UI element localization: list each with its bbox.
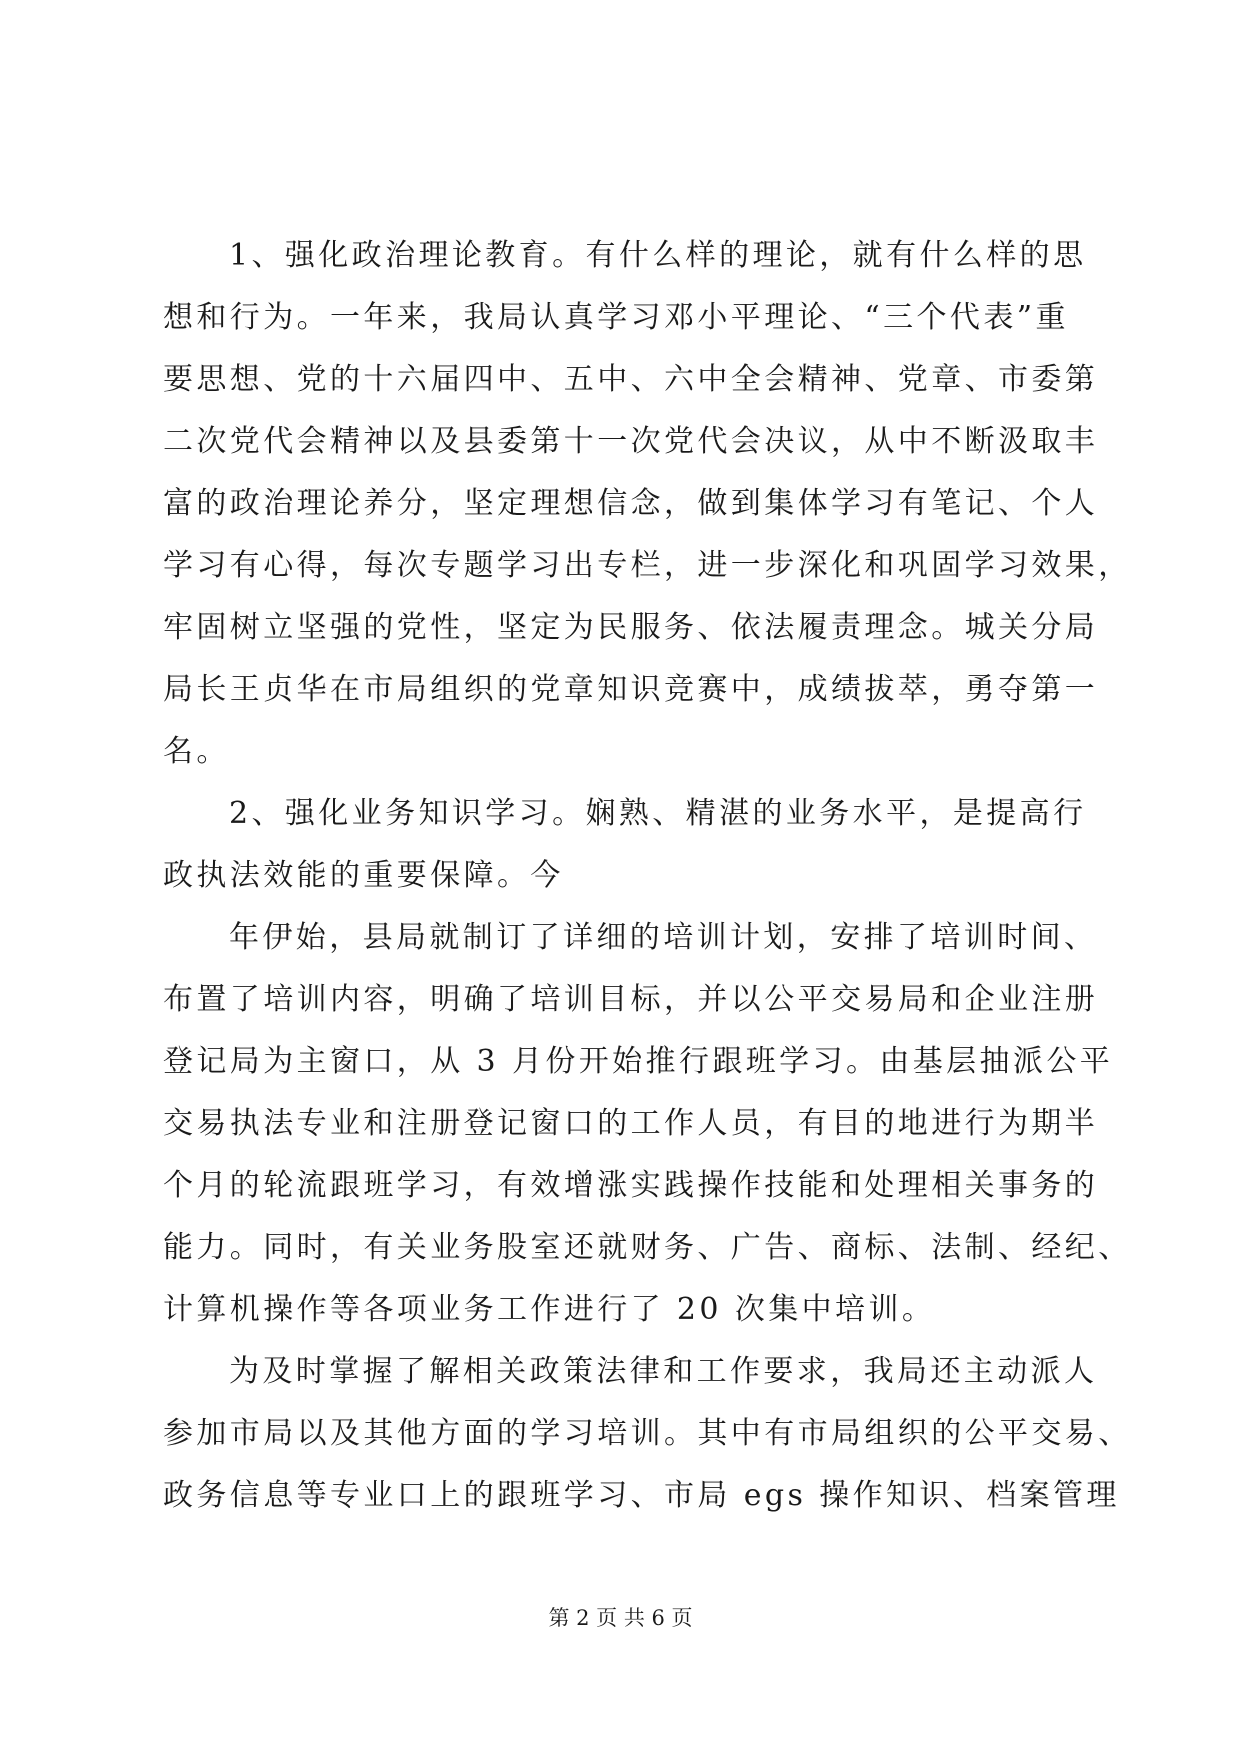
text-line: 布置了培训内容，明确了培训目标，并以公平交易局和企业注册 xyxy=(163,982,1099,1017)
text-line: 参加市局以及其他方面的学习培训。其中有市局组织的公平交易、 xyxy=(163,1416,1132,1451)
text-line: 政执法效能的重要保障。今 xyxy=(163,858,564,893)
text-line: 1、强化政治理论教育。有什么样的理论，就有什么样的思 xyxy=(229,238,1087,273)
text-line: 计算机操作等各项业务工作进行了 20 次集中培训。 xyxy=(163,1292,936,1327)
text-line: 为及时掌握了解相关政策法律和工作要求，我局还主动派人 xyxy=(229,1354,1098,1389)
text-line: 名。 xyxy=(163,734,230,769)
text-line: 要思想、党的十六届四中、五中、六中全会精神、党章、市委第 xyxy=(163,362,1099,397)
text-line: 想和行为。一年来，我局认真学习邓小平理论、“三个代表”重 xyxy=(163,300,1069,335)
text-line: 个月的轮流跟班学习，有效增涨实践操作技能和处理相关事务的 xyxy=(163,1168,1099,1203)
text-line: 2、强化业务知识学习。娴熟、精湛的业务水平，是提高行 xyxy=(229,796,1087,831)
text-line: 登记局为主窗口，从 3 月份开始推行跟班学习。由基层抽派公平 xyxy=(163,1044,1114,1079)
text-line: 学习有心得，每次专题学习出专栏，进一步深化和巩固学习效果， xyxy=(163,548,1132,583)
page-number: 第 2 页 共 6 页 xyxy=(548,1606,693,1630)
page-footer xyxy=(0,1603,1241,1633)
text-line: 政务信息等专业口上的跟班学习、市局 egs 操作知识、档案管理 xyxy=(163,1478,1120,1513)
text-line: 富的政治理论养分，坚定理想信念，做到集体学习有笔记、个人 xyxy=(163,486,1099,521)
text-line: 局长王贞华在市局组织的党章知识竞赛中，成绩拔萃，勇夺第一 xyxy=(163,672,1099,707)
text-line: 牢固树立坚强的党性，坚定为民服务、依法履责理念。城关分局 xyxy=(163,610,1099,645)
text-line: 交易执法专业和注册登记窗口的工作人员，有目的地进行为期半 xyxy=(163,1106,1099,1141)
text-line: 二次党代会精神以及县委第十一次党代会决议，从中不断汲取丰 xyxy=(163,424,1099,459)
text-line: 能力。同时，有关业务股室还就财务、广告、商标、法制、经纪、 xyxy=(163,1230,1132,1265)
document-body xyxy=(163,225,1132,1527)
text-line: 年伊始，县局就制订了详细的培训计划，安排了培训时间、 xyxy=(229,920,1098,955)
